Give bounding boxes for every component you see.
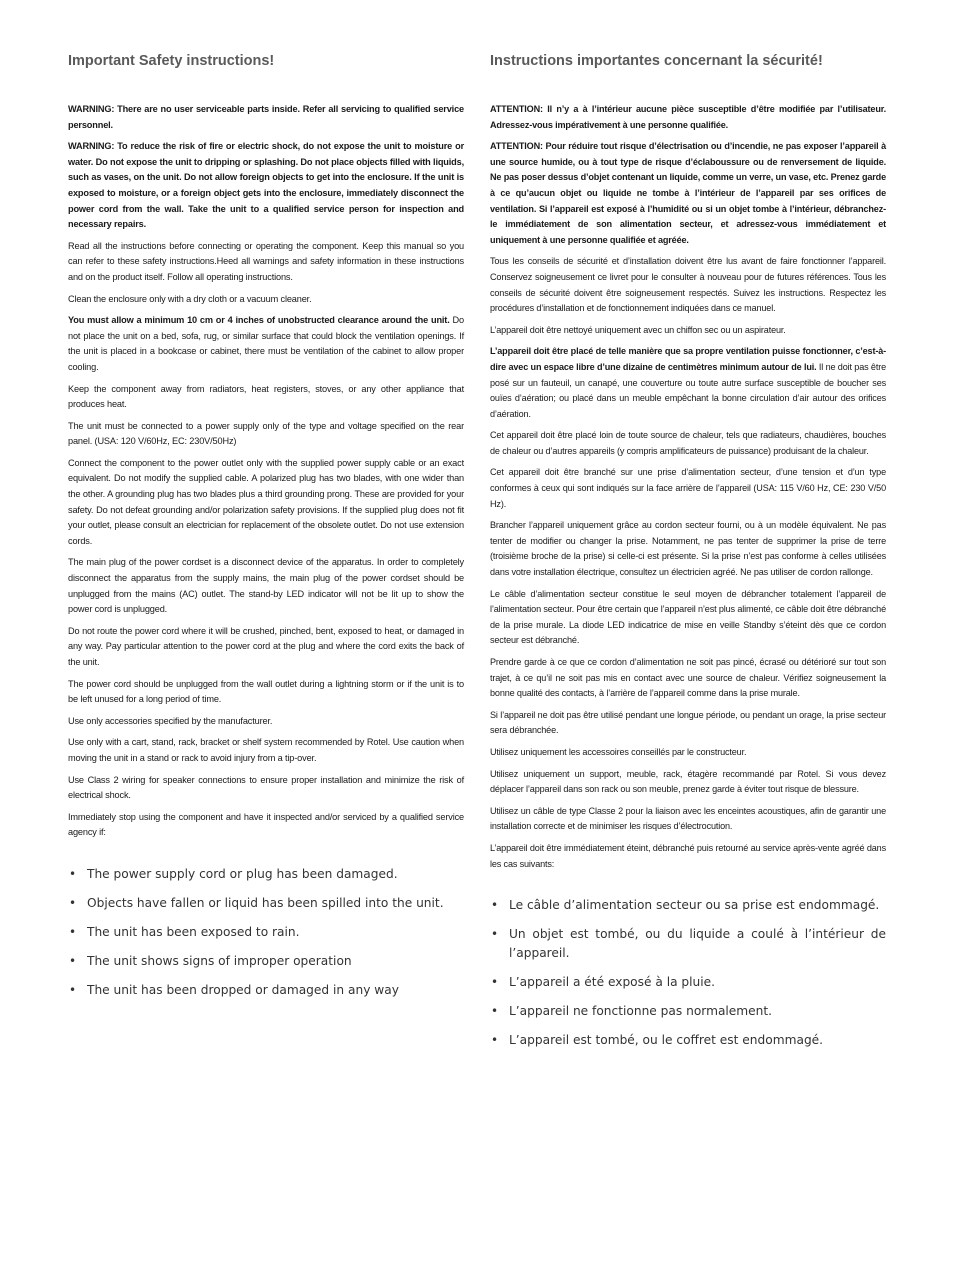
body-text: Cet appareil doit être branché sur une prise d’alimentation secteur, d’une tension et d’un type conformes à ceux qui sont indiqués sur la face arrière de l’appareil (USA: 115 V/60 Hz, CE: 230 V/50 Hz). <box>490 467 886 509</box>
safety-paragraph <box>68 456 464 550</box>
list-item-text: The unit shows signs of improper operation <box>87 953 352 968</box>
body-text: Brancher l’appareil uniquement grâce au cordon secteur fourni, ou à un modèle équivalent. Ne pas tenter de modifier ou changer la prise. Notamment, ne pas tenter de supprimer la prise de terre (troisième broche de la prise) si celle-ci est présente. Si la prise n’est pas conforme à celles utilisées dans votre installation électrique, consultez un électricien agréé. Ne pas utiliser de cordon rallonge. <box>490 520 886 578</box>
list-item <box>490 1031 886 1050</box>
list-item <box>68 981 464 1000</box>
english-column <box>68 52 464 1010</box>
bold-text: You must allow a minimum 10 cm or 4 inches of unobstructed clearance around the unit. <box>68 315 450 326</box>
safety-paragraph <box>490 254 886 316</box>
safety-paragraph <box>68 239 464 286</box>
safety-paragraph <box>490 465 886 512</box>
french-paragraphs <box>490 102 886 872</box>
safety-paragraph <box>68 313 464 375</box>
safety-paragraph <box>490 102 886 133</box>
body-text: Use Class 2 wiring for speaker connections to ensure proper installation and minimize the risk of electrical shock. <box>68 774 464 801</box>
safety-paragraph <box>490 428 886 459</box>
bold-text: ATTENTION: Il n’y a à l’intérieur aucune pièce susceptible d’être modifiée par l’utilisateur. Adressez-vous impérativement à une personne qualifiée. <box>490 104 886 130</box>
body-text: Le câble d’alimentation secteur constitue le seul moyen de débrancher totalement l’appareil de l’alimentation secteur. Pour être certain que l’appareil n’est plus alimenté, ce câble doit être débranché de la prise murale. La diode LED indicatrice de mise en veille Standby s’éteint dès que ce cordon secteur est débranché. <box>490 588 886 646</box>
list-item <box>68 923 464 942</box>
body-text: L’appareil doit être nettoyé uniquement avec un chiffon sec ou un aspirateur. <box>490 324 786 335</box>
english-bullet-list <box>68 865 464 1000</box>
safety-paragraph <box>68 139 464 233</box>
body-text: Connect the component to the power outlet only with the supplied power supply cable or an exact equivalent. Do not modify the supplied cable. A polarized plug has two blades, with one wider than the other. A grounding plug has two blades plus a third grounding prong. These are provided for your safety. Do not defeat grounding and/or polarization safety provisions. If the supplied plug does not fit your outlet, please consult an electrician for replacement of the obsolete outlet. Do not use extension cords. <box>68 457 464 546</box>
french-heading: Instructions importantes concernant la sécurité! <box>490 53 823 69</box>
french-bullet-list <box>490 896 886 1050</box>
safety-paragraph <box>490 587 886 649</box>
list-item <box>490 973 886 992</box>
body-text: Use only accessories specified by the manufacturer. <box>68 715 273 726</box>
safety-paragraph <box>68 555 464 617</box>
list-item-text: L’appareil a été exposé à la pluie. <box>509 975 716 990</box>
safety-paragraph <box>68 382 464 413</box>
safety-paragraph <box>68 735 464 766</box>
bold-text: WARNING: There are no user serviceable parts inside. Refer all servicing to qualified service personnel. <box>68 104 464 130</box>
safety-paragraph <box>490 344 886 422</box>
bullet-icon: • <box>69 866 77 881</box>
body-text: Utilisez un câble de type Classe 2 pour la liaison avec les enceintes acoustiques, afin de garantir une installation correcte et de minimiser les risques d’électrocution. <box>490 805 886 832</box>
safety-paragraph <box>490 804 886 835</box>
bullet-icon: • <box>69 982 77 997</box>
body-text: Immediately stop using the component and have it inspected and/or serviced by a qualified service agency if: <box>68 811 464 838</box>
body-text: Il ne doit pas être posé sur un fauteuil, un canapé, une couverture ou toute autre surface susceptible de boucher ses ouïes d’aération; ou placé dans un meuble empêchant la bonne circulation d’air autour des orifices d’aération. <box>490 361 886 419</box>
safety-paragraph <box>68 102 464 133</box>
body-text: Use only with a cart, stand, rack, bracket or shelf system recommended by Rotel. Use caution when moving the unit in a stand or rack to avoid injury from a tip-over. <box>68 737 464 763</box>
list-item <box>68 865 464 884</box>
list-item-text: The unit has been dropped or damaged in any way <box>87 982 399 997</box>
safety-paragraph <box>68 419 464 450</box>
bullet-icon: • <box>69 924 77 939</box>
bullet-icon: • <box>491 927 499 942</box>
body-text: The power cord should be unplugged from the wall outlet during a lightning storm or if the unit is to be left unused for a long period of time. <box>68 678 464 705</box>
list-item-text: L’appareil est tombé, ou le coffret est endommagé. <box>509 1033 824 1048</box>
safety-paragraph <box>68 714 464 730</box>
safety-paragraph <box>490 323 886 339</box>
list-item-text: Objects have fallen or liquid has been spilled into the unit. <box>87 895 444 910</box>
safety-paragraph <box>490 655 886 702</box>
safety-paragraph <box>68 677 464 708</box>
safety-paragraph <box>490 745 886 761</box>
body-text: Do not place the unit on a bed, sofa, rug, or similar surface that could block the ventilation openings. If the unit is placed in a bookcase or cabinet, there must be ventilation of the cabinet to allow proper cooling. <box>68 315 464 372</box>
safety-paragraph <box>490 139 886 248</box>
body-text: Cet appareil doit être placé loin de toute source de chaleur, tels que radiateurs, chaudières, bouches de chaleur ou d’autres appareils (y compris amplificateurs de puissance) produisant de la chaleur. <box>490 430 886 456</box>
safety-paragraph <box>68 773 464 804</box>
list-item-text: Le câble d’alimentation secteur ou sa prise est endommagé. <box>509 898 880 913</box>
bullet-icon: • <box>491 1033 499 1048</box>
bold-text: ATTENTION: Pour réduire tout risque d’électrisation ou d’incendie, ne pas exposer l’appareil à une source humide, ou à tout type de risque d’éclaboussure ou de renversement de liquide. Ne pas poser dessus d’objet contenant un liquide, comme un verre, un vase, etc. Prenez garde à ce qu’aucun objet ou liquide ne tombe à l’intérieur de l’appareil par ses orifices de ventilation. Si l’appareil est exposé à l’humidité ou si un objet tombe à l’intérieur, débranchez-le immédiatement de son alimentation secteur, et adressez-vous immédiatement et uniquement à une personne qualifiée et agréée. <box>490 141 886 245</box>
safety-paragraph <box>68 810 464 841</box>
bullet-icon: • <box>491 1004 499 1019</box>
french-column <box>490 52 886 1060</box>
safety-paragraph <box>490 841 886 872</box>
list-item <box>490 925 886 963</box>
list-item <box>68 894 464 913</box>
list-item-text: The unit has been exposed to rain. <box>87 924 300 939</box>
list-item <box>68 952 464 971</box>
body-text: Utilisez uniquement les accessoires conseillés par le constructeur. <box>490 746 747 757</box>
bullet-icon: • <box>491 975 499 990</box>
english-paragraphs <box>68 102 464 841</box>
body-text: Prendre garde à ce que ce cordon d’alimentation ne soit pas pincé, écrasé ou détérioré sur tout son trajet, à ce qu’il ne soit pas mis en contact avec une source de chaleur. Vérifiez soigneusement la bonne qualité des contacts, à l’arrière de l’appareil comme dans la prise murale. <box>490 657 886 699</box>
body-text: Clean the enclosure only with a dry cloth or a vacuum cleaner. <box>68 293 312 304</box>
body-text: Si l’appareil ne doit pas être utilisé pendant une longue période, ou pendant un orage, la prise secteur sera débranchée. <box>490 709 886 736</box>
safety-paragraph <box>68 624 464 671</box>
body-text: The unit must be connected to a power supply only of the type and voltage specified on the rear panel. (USA: 120 V/60Hz, EC: 230V/50Hz) <box>68 420 464 447</box>
safety-paragraph <box>490 767 886 798</box>
safety-paragraph <box>490 518 886 580</box>
body-text: Tous les conseils de sécurité et d’installation doivent être lus avant de faire fonctionner l’appareil. Conservez soigneusement ce livret pour le consulter à nouveau pour de futures références. Tous les conseils de sécurité doivent être soigneusement respectés. Suivez les instructions. Respectez les procédures d’installation et de fonctionnement indiquées dans ce manuel. <box>490 256 886 314</box>
safety-paragraph <box>68 292 464 308</box>
body-text: The main plug of the power cordset is a disconnect device of the apparatus. In order to completely disconnect the apparatus from the supply mains, the main plug of the power cordset should be unplugged from the mains (AC) outlet. The stand-by LED indicator will not be lit up to show the power cord is unplugged. <box>68 557 464 615</box>
safety-paragraph <box>490 708 886 739</box>
bullet-icon: • <box>69 895 77 910</box>
list-item-text: L’appareil ne fonctionne pas normalement. <box>509 1004 773 1019</box>
body-text: Keep the component away from radiators, heat registers, stoves, or any other appliance that produces heat. <box>68 383 464 410</box>
list-item <box>490 896 886 915</box>
body-text: Utilisez uniquement un support, meuble, rack, étagère recommandé par Rotel. Si vous devez déplacer l’appareil dans son rack ou son meuble, prenez garde à éviter tout risque de blessure. <box>490 768 886 795</box>
body-text: L’appareil doit être immédiatement éteint, débranché puis retourné au service après-vente agréé dans les cas suivants: <box>490 842 886 869</box>
bullet-icon: • <box>69 953 77 968</box>
bold-text: L’appareil doit être placé de telle manière que sa propre ventilation puisse fonctionner, c’est-à-dire avec un espace libre d’une dizaine de centimètres minimum autour de lui. <box>490 346 886 372</box>
bold-text: WARNING: To reduce the risk of fire or electric shock, do not expose the unit to moisture or water. Do not expose the unit to dripping or splashing. Do not place objects filled with liquids, such as vases, on the unit. Do not allow foreign objects to get into the enclosure. If the unit is exposed to moisture, or a foreign object gets into the enclosure, immediately disconnect the power cord from the wall. Take the unit to a qualified service person for inspection and necessary repairs. <box>68 141 464 230</box>
list-item-text: The power supply cord or plug has been damaged. <box>87 866 398 881</box>
body-text: Do not route the power cord where it will be crushed, pinched, bent, exposed to heat, or damaged in any way. Pay particular attention to the power cord at the plug and where the cord exits the back of the unit. <box>68 625 464 667</box>
bullet-icon: • <box>491 898 499 913</box>
list-item-text: Un objet est tombé, ou du liquide a coulé à l’intérieur de l’appareil. <box>509 927 886 961</box>
body-text: Read all the instructions before connecting or operating the component. Keep this manual so you can refer to these safety instructions.Heed all warnings and safety information in these instructions and on the product itself. Follow all operating instructions. <box>68 240 464 282</box>
english-heading: Important Safety instructions! <box>68 53 275 69</box>
list-item <box>490 1002 886 1021</box>
